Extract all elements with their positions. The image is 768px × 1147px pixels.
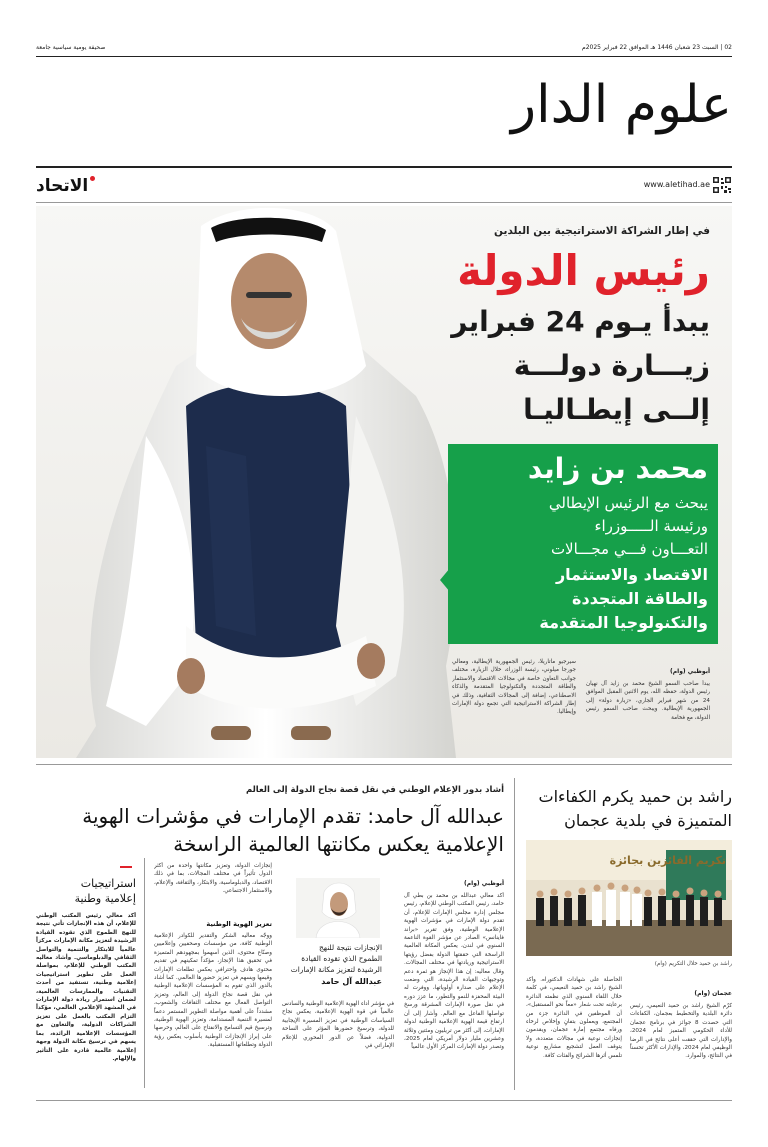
lead-headline-line: زيـــارة دولـــة	[513, 349, 710, 382]
page-info: 02 | السبت 23 شعبان 1446 هـ الموافق 22 فبراير 2025م	[582, 44, 732, 51]
top-rule	[36, 56, 732, 57]
abdullah-headline-line: الإعلامية يعكس مكانتها العالمية الراسخة	[173, 832, 504, 856]
green-box-line-bold: الاقتصاد والاستثمار	[555, 565, 708, 584]
abdullah-headline-line: عبدالله آل حامد: تقدم الإمارات في مؤشرات الهوية	[82, 804, 504, 828]
abdullah-kicker: أشاد بدور الإعلام الوطني في نقل قصة نجاح الدولة إلى العالم	[245, 785, 504, 795]
rashid-photo-banner: تكريم الفائزين بجائزة	[609, 854, 726, 867]
green-box-line: التعـــاون فـــي مجـــالات	[550, 540, 708, 558]
sidebar-title-line: استراتيجيات	[80, 877, 136, 890]
lead-dateline: أبوظبي (وام)	[670, 668, 710, 675]
abdullah-col1: أكد معالي عبدالله بن محمد بن بطي آل حامد، رئيس المكتب الوطني للإعلام، رئيس مجلس إدارة مجلس الإمارات للإعلام، أن تقدم دولة الإمارات في مؤشرات الهوية الإعلامية الوطنية، وفق تقرير «براند فاينانس» الصادر عن مؤشر القوة الناعمة السنوي في لندن، يعكس المكانة العالمية الراسخة التي حققتها الدولة بفضل رؤيتها الاستراتيجية وريادتها في مختلف المجالات. وقال معاليه: إن هذا الإنجاز هو ثمرة دعم وتوجيهات القيادة الرشيدة، التي وضعت الإعلام على صدارة أولوياتها، ووفرت له البيئة المحفزة للنمو والتطور، ما عزز دوره في نقل صورة الإمارات المشرقة ورسخ تواصلها الفاعل مع العالم. وأشار إلى أن ارتفاع قيمة الهوية الإعلامية الوطنية لدولة الإمارات، إلى أكثر من تريليون ومئتين وثلاثة وعشرين مليار دولار أمريكي لعام 2025، وتصدر دولة الإمارات المركز الأول عالمياً	[404, 893, 504, 1051]
green-box-title: محمد بن زايد	[527, 452, 708, 485]
qr-code-icon	[712, 176, 732, 194]
aletihad-logo[interactable]	[36, 176, 95, 196]
sidebar-title-line: إعلامية وطنية	[74, 892, 136, 905]
green-box-line-bold: والتكنولوجيا المتقدمة	[539, 613, 708, 632]
rashid-body-right: كرّم الشيخ راشد بن حميد النعيمي، رئيس دائرة البلدية والتخطيط بعجمان، الكفاءات التي حصدت 8 جوائز في برنامج عجمان للأداء الحكومي المتميز لعام 2024، والإدارات التي حققت أعلى نتائج في الرضا الوظيفي لعام 2024، والإدارات الأكثر تحسناً في النتائج، والموارد.	[630, 1003, 732, 1060]
rashid-title-line: راشد بن حميد يكرم الكفاءات	[538, 787, 732, 806]
sidebar-accent	[120, 866, 132, 868]
rashid-dateline: عجمان (وام)	[694, 990, 732, 997]
lead-green-box	[448, 444, 718, 644]
section-rule	[36, 166, 732, 168]
logo-text: الاتحاد	[36, 176, 89, 196]
rashid-photo	[526, 840, 732, 956]
abdullah-col3-bottom: ووجّه معاليه الشكر والتقدير للكوادر الإعلامية الوطنية كافة، من مؤسسات وصحفيين وإعلاميين وصنّاع محتوى، الذين أسهموا بمجهودهم المتميزة في تحقيق هذا الإنجاز، مؤكداً تمكينهم في تقديم محتوى هادف واحترافي يعكس تطلعات الإمارات وقيمها ويسهم في تعزيز حضورها العالمي. كما أشاد بالدور الذي تقوم به المؤسسات الإعلامية الوطنية في نقل قصة نجاح الدولة إلى العالم، وتعزيز التواصل الفعال مع مختلف الثقافات والشعوب، مشدداً على أهمية مواصلة التطوير المستمر دعماً لمسيرة التنمية المستدامة، وتعزيز الهوية الوطنية، وترسيخ قيم التسامح والانفتاح على العالم، وحرصها على إبراز الإنجازات الوطنية بأسلوب يعكس رؤية الدولة وتطلعاتها المستقبلية.	[154, 933, 272, 1049]
green-box-line-bold: والطاقة المتجددة	[572, 589, 708, 608]
green-box-pointer	[440, 568, 450, 592]
green-box-line: ورئيسة الـــــوزراء	[594, 517, 708, 535]
abdullah-quote-line: الإنجازات نتيجة للنهج	[319, 943, 382, 952]
tagline: صحيفة يومية سياسية جامعة	[36, 44, 106, 51]
abdullah-col2: في مؤشر أداء الهوية الإعلامية الوطنية والسادس عالمياً في قوة الهوية الإعلامية، يعكس نجاح السياسات الوطنية في تعزيز المسيرة الإيجابية للدولة، وترسيخ حضورها المؤثر على الساحة الدولية، فضلاً عن الدور المحوري للإعلام الإماراتي في	[282, 1001, 394, 1050]
abdullah-dateline: أبوظبي (وام)	[464, 880, 504, 887]
abdullah-portrait	[296, 878, 380, 938]
rashid-photo-caption: راشد بن حميد خلال التكريم (وام)	[654, 961, 732, 967]
sidebar-body: أكد معالي رئيس المكتب الوطني للإعلام، أن هذه الإنجازات تأتي نتيجة للنهج الطموح الذي تقوده القيادة الرشيدة لتعزيز مكانة الإمارات مركزاً عالمياً للابتكار والتنمية والتواصل الثقافي والدبلوماسي. وأشاد معاليه المكتب الوطني للإعلام، بمواصلة العمل على تطوير استراتيجيات إعلامية وطنية، تستفيد من أحدث التقنيات والممارسات العالمية، لضمان استمرار ريادة دولة الإمارات في المشهد الإعلامي العالمي، مؤكداً التزام المكتب بالعمل على تعزيز الشراكات الدولية، والتعاون مع المؤسسات الإعلامية الرائدة، بما يسهم في ترسيخ مكانة الدولة وجهة إعلامية عالمية قادرة على التأثير والإلهام.	[36, 913, 136, 1062]
rashid-title-line: المتميزة في بلدية عجمان	[564, 811, 732, 830]
lead-kicker: في إطار الشراكة الاستراتيجية بين البلدين	[494, 225, 710, 237]
rashid-body-left: الحاصلة على شهادات الدكتوراه. وأكد الشيخ راشد بن حميد النعيمي، في كلمة خلال اللقاء السنوي الذي نظمته الدائرة برعايته تحت شعار «معاً نحو المستقبل»، أن الموظفين في الدائرة جزء من المجتمع، ويعملون بتفانٍ وإخلاص لرخاء ورفاه مجتمع إمارة عجمان، ويقدمون إنجازات نوعية في مجالات متعددة، ولا يتوقف العمل لتشجيع مشاريع نوعية تلمس أثرها الشرائح والفئات كافة.	[526, 977, 622, 1059]
green-box-line: يبحث مع الرئيس الإيطالي	[548, 494, 708, 512]
lead-headline-line: يبدأ يـوم 24 فبراير	[451, 305, 710, 338]
lead-headline-line: إلــى إيطـاليـا	[523, 393, 710, 426]
website-link[interactable]: www.aletihad.ae	[643, 180, 710, 189]
abdullah-quote-name: عبدالله آل حامد	[321, 977, 382, 986]
column-divider	[514, 778, 515, 1090]
lead-body-left: سيرجيو ماتاريلا، رئيس الجمهورية الإيطالية، ومعالي جورجا ميلوني، رئيسة الوزراء، خلال الزيارة، مختلف جوانب التعاون خاصة في مجالات الاقتصاد والاستثمار والطاقة المتجددة والتكنولوجيا المتقدمة والذكاء الاصطناعي، إضافة إلى المجالات الثقافية، وذلك في إطار الشراكة الاستراتيجية التي تجمع دولة الإمارات وإيطاليا.	[452, 659, 576, 716]
lead-headline-red: رئيس الدولة	[457, 246, 710, 295]
sidebar-divider	[144, 858, 145, 1088]
abdullah-col3-subhead: تعزيز الهوية الوطنية	[206, 920, 272, 928]
lead-body-right: يبدأ صاحب السمو الشيخ محمد بن زايد آل نهيان رئيس الدولة، حفظه الله، يوم الاثنين المقبل الموافق 24 من شهر فبراير الجاري، «زيارة دولة» إلى الجمهورية الإيطالية. ويبحث صاحب السمو رئيس الدولة، مع فخامة	[586, 681, 710, 721]
abdullah-quote-line: الرشيدة لتعزيز مكانة الإمارات	[290, 965, 382, 974]
logo-dot-icon	[90, 176, 95, 181]
lead-bottom-rule	[36, 764, 732, 765]
section-title: علوم الدار	[511, 75, 732, 135]
abdullah-quote-line: الطموح الذي تقوده القيادة	[301, 954, 382, 963]
bottom-rule	[36, 1100, 732, 1101]
brand-rule	[36, 202, 732, 203]
abdullah-col3-top: إنجازات الدولة، وتعزيز مكانتها واحدة من أكثر الدول تأثيراً في مختلف المجالات، بما في ذلك الاقتصاد، والدبلوماسية، والابتكار، والثقافة، والإعلام، والاستثمار الاجتماعي.	[154, 863, 272, 895]
